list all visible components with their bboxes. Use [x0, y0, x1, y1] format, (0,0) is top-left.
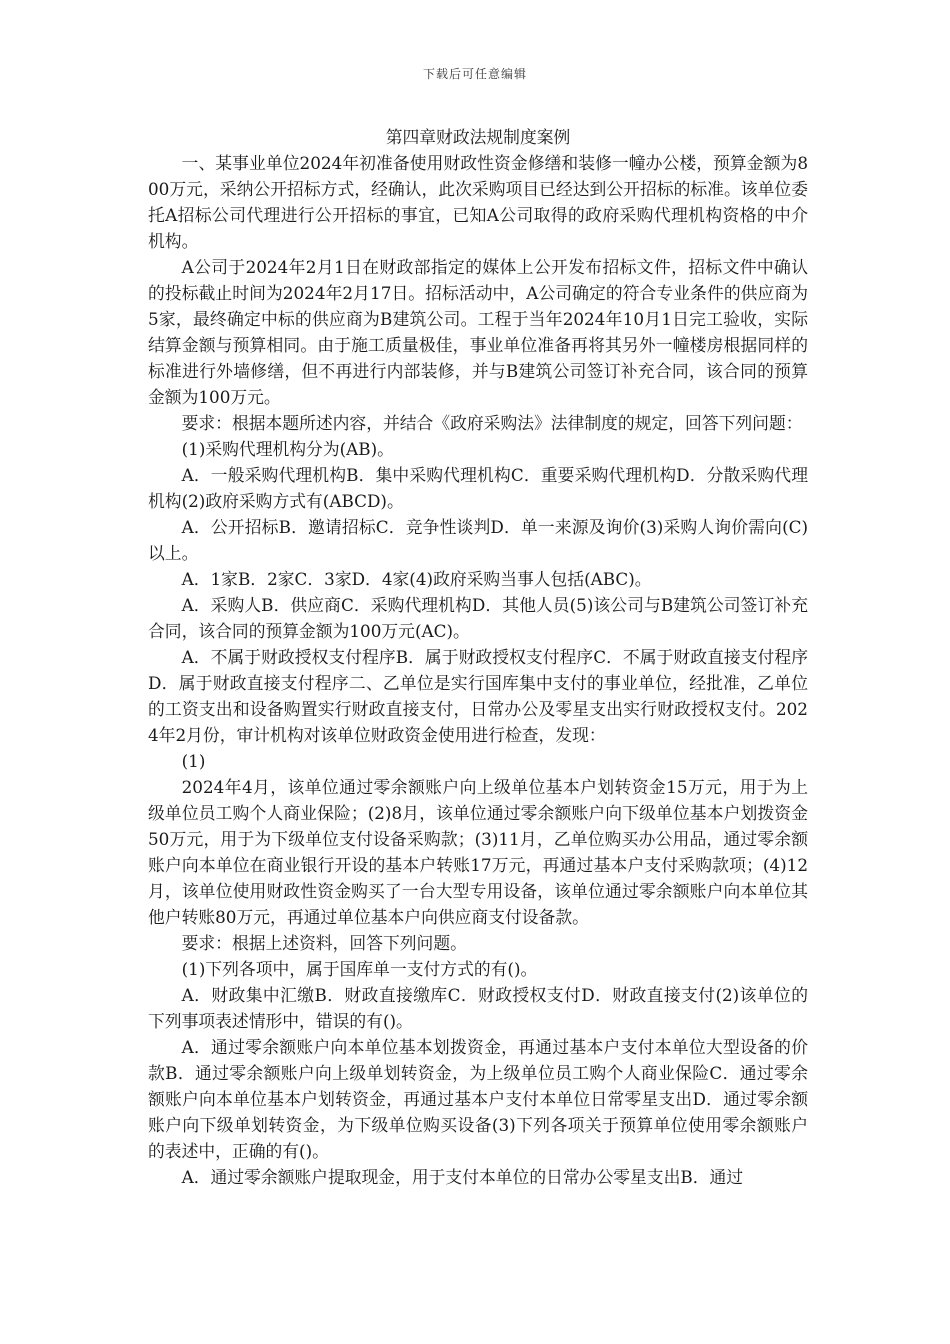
paragraph-case1-requirement: 要求：根据本题所述内容，并结合《政府采购法》法律制度的规定，回答下列问题： [181, 413, 803, 433]
paragraph-case2-question-1: (1)下列各项中，属于国库单一支付方式的有()。 [181, 959, 538, 979]
paragraph-case2-options-1: A．财政集中汇缴B．财政直接缴库C．财政授权支付D．财政直接支付(2)该单位的下列事项表述情形中，错误的有()。 [148, 985, 808, 1031]
paragraph-options-1: A．一般采购代理机构B．集中采购代理机构C．重要采购代理机构D．分散采购代理机构(2)政府采购方式有(ABCD)。 [148, 465, 808, 511]
paragraph-case2-intro: A．不属于财政授权支付程序B．属于财政授权支付程序C．不属于财政直接支付程序D．属于财政直接支付程序二、乙单位是实行国库集中支付的事业单位，经批准，乙单位的工资支出和设备购置实行财政直接支付，日常办公及零星支出实行财政授权支付。2024年2月份，审计机构对该单位财政资金使用进行检查，发现： [148, 647, 808, 745]
paragraph-options-3: A．1家B．2家C．3家D．4家(4)政府采购当事人包括(ABC)。 [181, 569, 652, 589]
paragraph-options-4: A．采购人B．供应商C．采购代理机构D．其他人员(5)该公司与B建筑公司签订补充合同，该合同的预算金额为100万元(AC)。 [148, 595, 808, 641]
paragraph-options-2: A．公开招标B．邀请招标C．竞争性谈判D．单一来源及询价(3)采购人询价需向(C)以上。 [148, 517, 808, 563]
document-body [148, 124, 808, 1190]
paragraph-case1-details: A公司于2024年2月1日在财政部指定的媒体上公开发布招标文件，招标文件中确认的投标截止时间为2024年2月17日。招标活动中，A公司确定的符合专业条件的供应商为5家，最终确定中标的供应商为B建筑公司。工程于当年2024年10月1日完工验收，实际结算金额与预算相同。由于施工质量极佳，事业单位准备再将其另外一幢楼房根据同样的标准进行外墙修缮，但不再进行内部装修，并与B建筑公司签订补充合同，该合同的预算金额为100万元。 [148, 257, 808, 407]
header-note: 下载后可任意编辑 [422, 67, 527, 81]
paragraph-question-1: (1)采购代理机构分为(AB)。 [181, 439, 394, 459]
paragraph-case1-intro: 一、某事业单位2024年初准备使用财政性资金修缮和装修一幢办公楼，预算金额为800万元，采纳公开招标方式，经确认，此次采购项目已经达到公开招标的标准。该单位委托A招标公司代理进行公开招标的事宜，已知A公司取得的政府采购代理机构资格的中介机构。 [148, 153, 808, 251]
paragraph-case2-options-2: A．通过零余额账户向本单位基本划拨资金，再通过基本户支付本单位大型设备的价款B．通过零余额账户向上级单划转资金，为上级单位员工购个人商业保险C．通过零余额账户向本单位基本户划转资金，再通过基本户支付本单位日常零星支出D．通过零余额账户向下级单划转资金，为下级单位购买设备(3)下列各项关于预算单位使用零余额账户的表述中，正确的有()。 [148, 1037, 808, 1161]
paragraph-case2-requirement: 要求：根据上述资料，回答下列问题。 [181, 933, 467, 953]
document-title: 第四章财政法规制度案例 [385, 127, 571, 147]
paragraph-case2-item-number: (1) [181, 751, 206, 771]
paragraph-case2-options-3: A．通过零余额账户提取现金，用于支付本单位的日常办公零星支出B．通过 [181, 1167, 744, 1187]
paragraph-case2-findings: 2024年4月，该单位通过零余额账户向上级单位基本户划转资金15万元，用于为上级单位员工购个人商业保险；(2)8月，该单位通过零余额账户向下级单位基本户划拨资金50万元，用于为下级单位支付设备采购款；(3)11月，乙单位购买办公用品，通过零余额账户向本单位在商业银行开设的基本户转账17万元，再通过基本户支付采购款项；(4)12月，该单位使用财政性资金购买了一台大型专用设备，该单位通过零余额账户向本单位其他户转账80万元，再通过单位基本户向供应商支付设备款。 [148, 777, 808, 927]
